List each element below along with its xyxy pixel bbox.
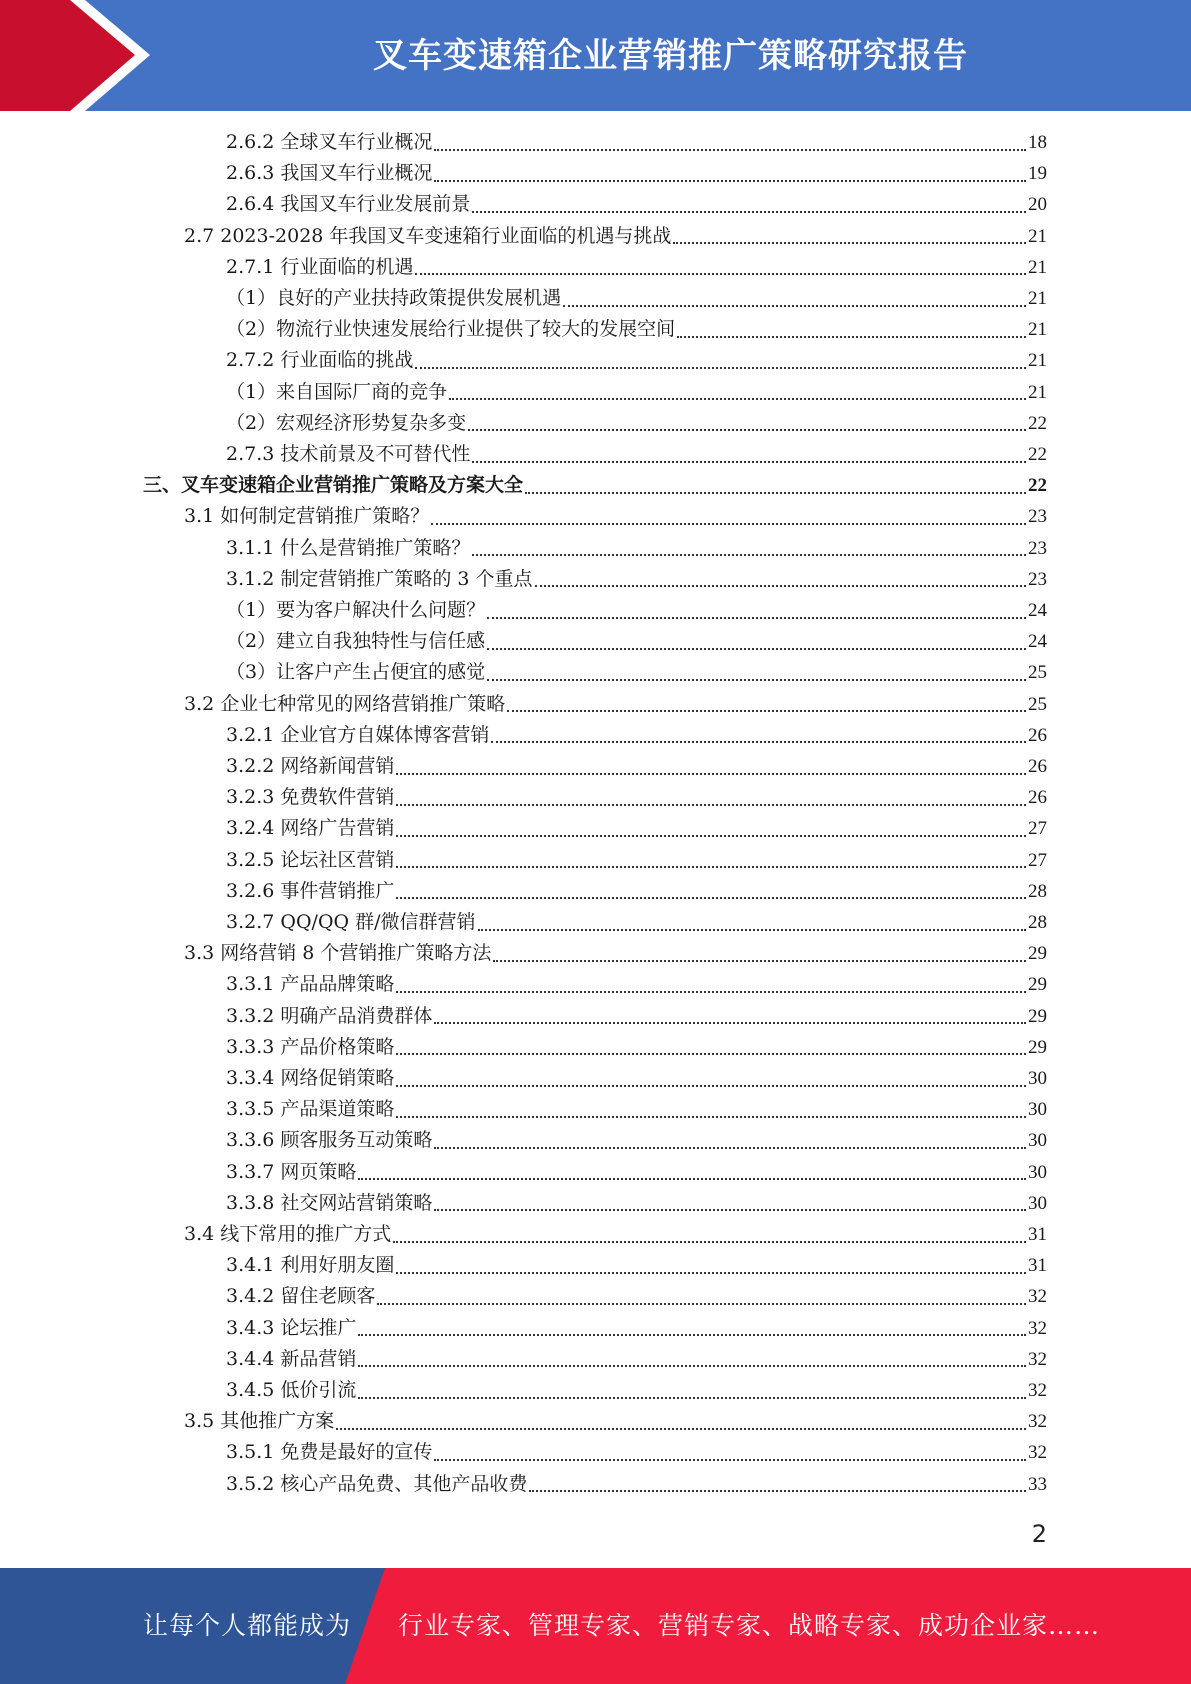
toc-entry-label: 3.3.3 产品价格策略 [226, 1035, 395, 1058]
toc-leader-dots [507, 710, 1026, 712]
toc-entry-label: 3.3.8 社交网站营销策略 [226, 1191, 433, 1214]
toc-entry-page: 21 [1028, 256, 1047, 278]
toc-entry[interactable] [226, 876, 1047, 907]
toc-entry-label: 3.3.6 顾客服务互动策略 [226, 1129, 433, 1152]
toc-leader-dots [487, 617, 1026, 619]
toc-entry-page: 30 [1028, 1068, 1047, 1089]
toc-entry-page: 20 [1028, 194, 1047, 216]
toc-entry-page: 21 [1028, 319, 1047, 341]
page-footer [0, 1568, 1191, 1684]
toc-entry-page: 18 [1028, 132, 1047, 153]
toc-entry-page: 29 [1028, 974, 1047, 996]
toc-entry-page: 29 [1028, 943, 1047, 965]
toc-entry[interactable] [226, 720, 1047, 751]
toc-leader-dots [525, 492, 1026, 494]
toc-entry-page: 21 [1028, 288, 1047, 309]
toc-entry-page: 32 [1028, 1348, 1047, 1370]
toc-entry[interactable] [226, 439, 1047, 470]
toc-entry-label: 3.2.3 免费软件营销 [226, 786, 395, 809]
toc-entry-page: 32 [1028, 1442, 1047, 1464]
toc-entry-label: 2.7 2023-2028 年我国叉车变速箱行业面临的机遇与挑战 [184, 224, 672, 247]
toc-entry-label: 2.7.3 技术前景及不可替代性 [226, 443, 471, 465]
toc-entry-label: 3.4 线下常用的推广方式 [184, 1223, 392, 1245]
toc-entry-label: （2）物流行业快速发展给行业提供了较大的发展空间 [226, 318, 676, 341]
toc-entry-label: 3.5.1 免费是最好的宣传 [226, 1441, 433, 1464]
toc-leader-dots [415, 367, 1026, 369]
toc-entry[interactable] [184, 221, 1047, 252]
toc-entry-label: 3.4.5 低价引流 [226, 1379, 357, 1401]
toc-entry-label: （1）要为客户解决什么问题？ [226, 599, 486, 621]
toc-entry-page: 26 [1028, 724, 1047, 746]
toc-entry-label: 3.2.6 事件营销推广 [226, 879, 395, 902]
toc-entry-page: 24 [1028, 600, 1047, 621]
toc-entry-label: 3.1.2 制定营销推广策略的 3 个重点 [226, 567, 533, 590]
toc-entry-label: 3.2.2 网络新闻营销 [226, 755, 395, 777]
toc-entry[interactable] [226, 1094, 1047, 1125]
toc-leader-dots [434, 180, 1026, 182]
toc-entry[interactable] [226, 1437, 1047, 1468]
toc-leader-dots [396, 897, 1026, 899]
toc-entry[interactable] [226, 283, 1047, 314]
toc-leader-dots [472, 211, 1026, 213]
toc-entry[interactable] [226, 158, 1047, 189]
toc-entry-label: 三、叉车变速箱企业营销推广策略及方案大全 [143, 474, 524, 497]
toc-entry[interactable] [226, 1125, 1047, 1156]
toc-leader-dots [396, 1116, 1026, 1118]
toc-entry[interactable] [226, 1063, 1047, 1094]
toc-entry-label: （1）良好的产业扶持政策提供发展机遇 [226, 287, 562, 309]
toc-entry-label: 3.4.3 论坛推广 [226, 1316, 357, 1339]
toc-entry-label: （2）宏观经济形势复杂多变 [226, 411, 467, 434]
toc-leader-dots [449, 398, 1026, 400]
toc-leader-dots [472, 554, 1026, 556]
toc-leader-dots [478, 929, 1026, 931]
toc-entry-label: 3.5.2 核心产品免费、其他产品收费 [226, 1472, 528, 1495]
toc-entry[interactable] [226, 1188, 1047, 1219]
toc-entry[interactable] [226, 1313, 1047, 1344]
toc-entry-label: 3.2.1 企业官方自媒体博客营销 [226, 723, 490, 746]
toc-entry-label: 2.6.3 我国叉车行业概况 [226, 162, 433, 185]
toc-entry-label: 3.4.1 利用好朋友圈 [226, 1254, 395, 1277]
toc-entry-page: 32 [1028, 1317, 1047, 1339]
toc-entry-page: 31 [1028, 1255, 1047, 1277]
toc-entry-page: 22 [1028, 412, 1047, 434]
toc-entry-page: 26 [1028, 756, 1047, 777]
toc-leader-dots [434, 1459, 1026, 1461]
toc-entry-label: 3.1.1 什么是营销推广策略？ [226, 536, 471, 559]
toc-leader-dots [535, 585, 1026, 587]
toc-entry-label: 3.3.4 网络促销策略 [226, 1067, 395, 1089]
toc-entry-page: 32 [1028, 1411, 1047, 1433]
toc-leader-dots [434, 1147, 1026, 1149]
toc-entry-label: 2.6.2 全球叉车行业概况 [226, 131, 433, 153]
toc-entry[interactable] [226, 127, 1047, 158]
toc-entry-page: 21 [1028, 381, 1047, 403]
toc-leader-dots [487, 648, 1026, 650]
toc-leader-dots [434, 1209, 1026, 1211]
toc-entry[interactable] [226, 969, 1047, 1000]
toc-leader-dots [468, 429, 1026, 431]
toc-entry-page: 27 [1028, 818, 1047, 840]
toc-entry[interactable] [226, 751, 1047, 782]
toc-leader-dots [377, 1303, 1026, 1305]
toc-leader-dots [491, 741, 1026, 743]
toc-entry-page: 32 [1028, 1380, 1047, 1401]
toc-entry-label: 3.2 企业七种常见的网络营销推广策略 [184, 692, 506, 715]
toc-entry-page: 33 [1028, 1473, 1047, 1495]
toc-entry-label: 3.5 其他推广方案 [184, 1410, 335, 1433]
toc-entry-page: 30 [1028, 1099, 1047, 1121]
toc-entry[interactable] [226, 377, 1047, 408]
toc-entry[interactable] [226, 1344, 1047, 1375]
toc-entry[interactable] [226, 189, 1047, 220]
toc-entry-page: 21 [1028, 350, 1047, 372]
toc-leader-dots [396, 835, 1026, 837]
toc-entry-page: 22 [1028, 444, 1047, 465]
toc-entry[interactable] [184, 1219, 1047, 1250]
toc-entry-page: 27 [1028, 849, 1047, 871]
toc-entry-label: 2.6.4 我国叉车行业发展前景 [226, 193, 471, 216]
toc-entry-label: 3.4.2 留住老顾客 [226, 1285, 376, 1308]
toc-entry-label: 3.2.4 网络广告营销 [226, 817, 395, 840]
page-header [0, 0, 1191, 111]
toc-entry-label: （2）建立自我独特性与信任感 [226, 630, 486, 653]
toc-entry[interactable] [143, 470, 1047, 501]
toc-entry[interactable] [226, 845, 1047, 876]
toc-leader-dots [336, 1428, 1026, 1430]
toc-leader-dots [358, 1334, 1026, 1336]
toc-leader-dots [396, 804, 1026, 806]
header-chevron-icon [0, 0, 160, 111]
toc-entry-label: 3.1 如何制定营销推广策略？ [184, 505, 430, 528]
toc-entry-page: 29 [1028, 1005, 1047, 1027]
toc-entry-label: 2.7.2 行业面临的挑战 [226, 349, 414, 372]
toc-entry-page: 23 [1028, 568, 1047, 590]
page-number: 2 [1031, 1520, 1047, 1548]
toc-entry[interactable] [226, 595, 1047, 626]
toc-leader-dots [434, 1022, 1026, 1024]
toc-leader-dots [396, 773, 1026, 775]
toc-entry-page: 29 [1028, 1036, 1047, 1058]
toc-entry[interactable] [184, 1406, 1047, 1437]
toc-entry-label: 2.7.1 行业面临的机遇 [226, 255, 414, 278]
toc-leader-dots [396, 1053, 1026, 1055]
toc-entry-page: 25 [1028, 662, 1047, 684]
toc-leader-dots [358, 1178, 1026, 1180]
toc-entry-label: 3.3 网络营销 8 个营销推广策略方法 [184, 942, 492, 965]
toc-leader-dots [434, 149, 1026, 151]
toc-entry[interactable] [226, 626, 1047, 657]
toc-entry-page: 30 [1028, 1192, 1047, 1214]
toc-entry-page: 31 [1028, 1224, 1047, 1245]
toc-entry[interactable] [226, 1375, 1047, 1406]
toc-leader-dots [393, 1241, 1026, 1243]
toc-entry-page: 26 [1028, 787, 1047, 809]
toc-leader-dots [487, 679, 1026, 681]
toc-entry[interactable] [226, 1250, 1047, 1281]
toc-entry-page: 22 [1028, 475, 1047, 497]
toc-entry[interactable] [184, 938, 1047, 969]
toc-entry-page: 30 [1028, 1161, 1047, 1183]
toc-entry-label: 3.4.4 新品营销 [226, 1347, 357, 1370]
toc-entry-label: 3.2.7 QQ/QQ 群/微信群营销 [226, 911, 476, 933]
toc-entry-page: 24 [1028, 631, 1047, 653]
toc-entry[interactable] [226, 1157, 1047, 1188]
toc-leader-dots [493, 960, 1026, 962]
toc-entry[interactable] [226, 1281, 1047, 1312]
toc-entry[interactable] [226, 564, 1047, 595]
footer-slogan-right: 行业专家、管理专家、营销专家、战略专家、成功企业家…… [398, 1611, 1101, 1640]
toc-entry-label: 3.2.5 论坛社区营销 [226, 848, 395, 871]
toc-entry-page: 23 [1028, 506, 1047, 528]
toc-leader-dots [358, 1397, 1026, 1399]
toc-entry-page: 28 [1028, 912, 1047, 933]
toc-entry-label: 3.3.7 网页策略 [226, 1160, 357, 1183]
toc-entry[interactable] [226, 1469, 1047, 1500]
toc-leader-dots [431, 523, 1026, 525]
toc-entry[interactable] [226, 345, 1047, 376]
toc-entry-page: 19 [1028, 163, 1047, 185]
toc-entry[interactable] [226, 314, 1047, 345]
toc-entry-label: 3.3.1 产品品牌策略 [226, 973, 395, 996]
toc-entry[interactable] [226, 907, 1047, 938]
report-title: 叉车变速箱企业营销推广策略研究报告 [373, 36, 968, 76]
footer-slogan-left: 让每个人都能成为 [143, 1611, 352, 1640]
toc-leader-dots [563, 305, 1026, 307]
toc-leader-dots [673, 242, 1026, 244]
toc-entry-page: 30 [1028, 1130, 1047, 1152]
toc-entry-label: （3）让客户产生占便宜的感觉 [226, 661, 486, 684]
toc-leader-dots [396, 1272, 1026, 1274]
toc-leader-dots [396, 991, 1026, 993]
toc-leader-dots [396, 1085, 1026, 1087]
toc-entry[interactable] [226, 252, 1047, 283]
toc-leader-dots [677, 336, 1026, 338]
toc-entry-label: 3.3.2 明确产品消费群体 [226, 1004, 433, 1027]
toc-entry-page: 32 [1028, 1286, 1047, 1308]
toc-entry[interactable] [184, 689, 1047, 720]
toc-entry-page: 23 [1028, 537, 1047, 559]
toc-leader-dots [472, 461, 1026, 463]
toc-entry-label: （1）来自国际厂商的竞争 [226, 380, 448, 403]
toc-entry[interactable] [226, 657, 1047, 688]
toc-leader-dots [396, 866, 1026, 868]
toc-entry[interactable] [226, 533, 1047, 564]
toc-entry[interactable] [184, 501, 1047, 532]
toc-entry-page: 28 [1028, 880, 1047, 902]
toc-entry-page: 25 [1028, 693, 1047, 715]
toc-entry-label: 3.3.5 产品渠道策略 [226, 1098, 395, 1121]
toc-leader-dots [358, 1365, 1026, 1367]
toc-entry-page: 21 [1028, 225, 1047, 247]
toc-entry[interactable] [226, 1032, 1047, 1063]
toc-entry[interactable] [226, 813, 1047, 844]
toc-entry[interactable] [226, 782, 1047, 813]
toc-leader-dots [529, 1490, 1026, 1492]
toc-leader-dots [415, 273, 1026, 275]
toc-entry[interactable] [226, 408, 1047, 439]
toc-entry[interactable] [226, 1001, 1047, 1032]
